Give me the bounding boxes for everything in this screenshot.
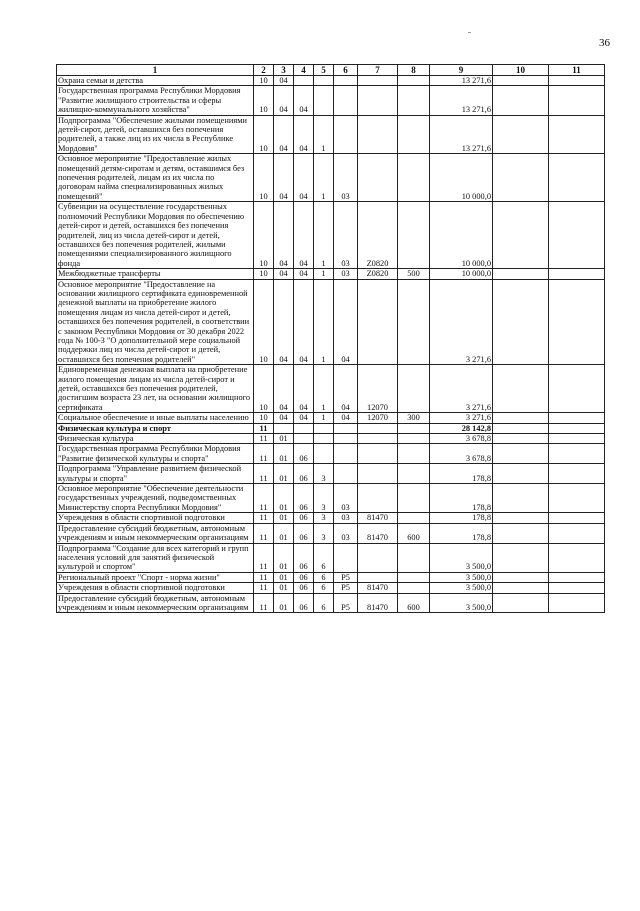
section-code-cell: 11 bbox=[254, 434, 274, 444]
table-row bbox=[57, 583, 605, 593]
measure-code-cell bbox=[334, 543, 358, 572]
row-name-cell: Подпрограмма "Создание для всех категорий и групп населения условий для занятий физической культурой и спортом" bbox=[57, 543, 254, 572]
table-header-row bbox=[57, 65, 605, 76]
subprogram-code-cell: 1 bbox=[314, 413, 334, 423]
amount-col10-cell bbox=[493, 572, 549, 582]
row-name-cell: Межбюджетные трансферты bbox=[57, 269, 254, 279]
table-row bbox=[57, 86, 605, 115]
measure-code-cell: 03 bbox=[334, 154, 358, 202]
section-code-cell: 10 bbox=[254, 154, 274, 202]
program-code-cell bbox=[294, 76, 314, 86]
measure-code-cell: P5 bbox=[334, 572, 358, 582]
expense-type-cell bbox=[398, 464, 430, 484]
subprogram-code-cell: 6 bbox=[314, 593, 334, 613]
amount-cell: 13 271,6 bbox=[430, 86, 493, 115]
table-row bbox=[57, 543, 605, 572]
table-row bbox=[57, 572, 605, 582]
subsection-code-cell: 01 bbox=[274, 484, 294, 513]
row-name-cell: Государственная программа Республики Мордовия "Развитие жилищного строительства и сферы жилищно-коммунального хозяйства" bbox=[57, 86, 254, 115]
scan-mark bbox=[468, 32, 471, 33]
amount-cell: 3 500,0 bbox=[430, 583, 493, 593]
column-header: 2 bbox=[254, 65, 274, 76]
direction-code-cell bbox=[358, 423, 398, 433]
table-row bbox=[57, 523, 605, 543]
expense-type-cell: 300 bbox=[398, 413, 430, 423]
program-code-cell: 04 bbox=[294, 202, 314, 269]
expense-type-cell bbox=[398, 423, 430, 433]
measure-code-cell: 03 bbox=[334, 269, 358, 279]
budget-table bbox=[56, 64, 605, 613]
page-number: 36 bbox=[599, 37, 610, 49]
amount-cell: 3 678,8 bbox=[430, 444, 493, 464]
section-code-cell: 11 bbox=[254, 513, 274, 523]
measure-code-cell: 03 bbox=[334, 523, 358, 543]
amount-col10-cell bbox=[493, 86, 549, 115]
table-row bbox=[57, 444, 605, 464]
program-code-cell: 06 bbox=[294, 543, 314, 572]
subprogram-code-cell bbox=[314, 86, 334, 115]
subprogram-code-cell bbox=[314, 423, 334, 433]
column-header: 6 bbox=[334, 65, 358, 76]
amount-col10-cell bbox=[493, 543, 549, 572]
amount-cell: 3 271,6 bbox=[430, 365, 493, 413]
row-name-cell: Основное мероприятие "Обеспечение деятельности государственных учреждений, подведомственных Министерству спорта Республики Мордовия" bbox=[57, 484, 254, 513]
subsection-code-cell: 01 bbox=[274, 543, 294, 572]
direction-code-cell bbox=[358, 86, 398, 115]
amount-cell: 28 142,8 bbox=[430, 423, 493, 433]
measure-code-cell: 03 bbox=[334, 484, 358, 513]
amount-col10-cell bbox=[493, 202, 549, 269]
subprogram-code-cell bbox=[314, 444, 334, 464]
program-code-cell: 06 bbox=[294, 583, 314, 593]
expense-type-cell bbox=[398, 279, 430, 365]
expense-type-cell bbox=[398, 572, 430, 582]
expense-type-cell bbox=[398, 154, 430, 202]
amount-col11-cell bbox=[549, 154, 605, 202]
measure-code-cell: 04 bbox=[334, 279, 358, 365]
column-header: 4 bbox=[294, 65, 314, 76]
amount-cell: 10 000,0 bbox=[430, 154, 493, 202]
program-code-cell: 06 bbox=[294, 513, 314, 523]
section-code-cell: 10 bbox=[254, 76, 274, 86]
amount-col10-cell bbox=[493, 444, 549, 464]
column-header: 8 bbox=[398, 65, 430, 76]
amount-col10-cell bbox=[493, 523, 549, 543]
expense-type-cell bbox=[398, 115, 430, 154]
table-row bbox=[57, 279, 605, 365]
program-code-cell: 06 bbox=[294, 572, 314, 582]
subsection-code-cell: 04 bbox=[274, 279, 294, 365]
subsection-code-cell: 04 bbox=[274, 365, 294, 413]
subprogram-code-cell: 1 bbox=[314, 365, 334, 413]
direction-code-cell: 81470 bbox=[358, 593, 398, 613]
amount-cell: 178,8 bbox=[430, 523, 493, 543]
amount-cell: 178,8 bbox=[430, 513, 493, 523]
program-code-cell: 06 bbox=[294, 444, 314, 464]
expense-type-cell bbox=[398, 86, 430, 115]
subprogram-code-cell: 1 bbox=[314, 279, 334, 365]
amount-col10-cell bbox=[493, 115, 549, 154]
direction-code-cell bbox=[358, 464, 398, 484]
expense-type-cell bbox=[398, 513, 430, 523]
row-name-cell: Социальное обеспечение и иные выплаты населению bbox=[57, 413, 254, 423]
amount-col11-cell bbox=[549, 423, 605, 433]
program-code-cell: 06 bbox=[294, 523, 314, 543]
amount-col10-cell bbox=[493, 423, 549, 433]
amount-col11-cell bbox=[549, 484, 605, 513]
amount-cell: 3 500,0 bbox=[430, 572, 493, 582]
amount-col10-cell bbox=[493, 269, 549, 279]
amount-col11-cell bbox=[549, 202, 605, 269]
amount-col10-cell bbox=[493, 484, 549, 513]
measure-code-cell: P5 bbox=[334, 583, 358, 593]
subprogram-code-cell: 3 bbox=[314, 513, 334, 523]
measure-code-cell bbox=[334, 464, 358, 484]
row-name-cell: Государственная программа Республики Мордовия "Развитие физической культуры и спорта" bbox=[57, 444, 254, 464]
amount-col11-cell bbox=[549, 269, 605, 279]
direction-code-cell: 81470 bbox=[358, 513, 398, 523]
amount-col10-cell bbox=[493, 593, 549, 613]
direction-code-cell: 12070 bbox=[358, 365, 398, 413]
program-code-cell bbox=[294, 434, 314, 444]
section-code-cell: 11 bbox=[254, 593, 274, 613]
amount-col11-cell bbox=[549, 523, 605, 543]
amount-col10-cell bbox=[493, 154, 549, 202]
direction-code-cell bbox=[358, 279, 398, 365]
expense-type-cell bbox=[398, 484, 430, 513]
amount-cell: 178,8 bbox=[430, 464, 493, 484]
subsection-code-cell: 04 bbox=[274, 115, 294, 154]
row-name-cell: Охрана семьи и детства bbox=[57, 76, 254, 86]
section-code-cell: 11 bbox=[254, 523, 274, 543]
section-code-cell: 11 bbox=[254, 464, 274, 484]
table-row bbox=[57, 76, 605, 86]
subsection-code-cell: 04 bbox=[274, 413, 294, 423]
amount-col11-cell bbox=[549, 413, 605, 423]
amount-cell: 3 271,6 bbox=[430, 279, 493, 365]
subsection-code-cell: 01 bbox=[274, 444, 294, 464]
table-row bbox=[57, 365, 605, 413]
subsection-code-cell: 04 bbox=[274, 269, 294, 279]
subsection-code-cell: 04 bbox=[274, 202, 294, 269]
subprogram-code-cell: 6 bbox=[314, 543, 334, 572]
amount-col10-cell bbox=[493, 413, 549, 423]
subsection-code-cell: 01 bbox=[274, 593, 294, 613]
row-name-cell: Основное мероприятие "Предоставление жилых помещений детям-сиротам и детям, оставшимся без попечения родителей, лицам из их числа по договорам найма специализированных жилых помещений" bbox=[57, 154, 254, 202]
section-code-cell: 11 bbox=[254, 484, 274, 513]
subsection-code-cell: 01 bbox=[274, 572, 294, 582]
direction-code-cell bbox=[358, 444, 398, 464]
amount-cell: 3 271,6 bbox=[430, 413, 493, 423]
program-code-cell: 04 bbox=[294, 413, 314, 423]
row-name-cell: Физическая культура bbox=[57, 434, 254, 444]
row-name-cell: Субвенции на осуществление государственных полномочий Республики Мордовия по обеспечению детей-сирот и детей, оставшихся без попечения родителей, лиц из числа детей-сирот и детей, оставшихся без попечения родителей, жилыми помещениями специализированного жилищного фонда bbox=[57, 202, 254, 269]
amount-cell: 3 678,8 bbox=[430, 434, 493, 444]
direction-code-cell bbox=[358, 543, 398, 572]
expense-type-cell bbox=[398, 365, 430, 413]
table-row bbox=[57, 464, 605, 484]
table-row bbox=[57, 423, 605, 433]
amount-cell: 3 500,0 bbox=[430, 593, 493, 613]
amount-col11-cell bbox=[549, 434, 605, 444]
column-header: 5 bbox=[314, 65, 334, 76]
row-name-cell: Подпрограмма "Управление развитием физической культуры и спорта" bbox=[57, 464, 254, 484]
section-code-cell: 10 bbox=[254, 279, 274, 365]
subsection-code-cell: 01 bbox=[274, 583, 294, 593]
measure-code-cell: 03 bbox=[334, 202, 358, 269]
amount-col10-cell bbox=[493, 365, 549, 413]
subsection-code-cell: 01 bbox=[274, 523, 294, 543]
column-header: 11 bbox=[549, 65, 605, 76]
amount-col11-cell bbox=[549, 365, 605, 413]
section-code-cell: 11 bbox=[254, 423, 274, 433]
amount-cell: 13 271,6 bbox=[430, 115, 493, 154]
amount-col11-cell bbox=[549, 115, 605, 154]
amount-cell: 10 000,0 bbox=[430, 202, 493, 269]
subprogram-code-cell: 1 bbox=[314, 202, 334, 269]
table-row bbox=[57, 513, 605, 523]
subprogram-code-cell: 3 bbox=[314, 523, 334, 543]
section-code-cell: 11 bbox=[254, 543, 274, 572]
column-header: 7 bbox=[358, 65, 398, 76]
amount-col10-cell bbox=[493, 464, 549, 484]
subsection-code-cell: 01 bbox=[274, 434, 294, 444]
amount-col11-cell bbox=[549, 583, 605, 593]
expense-type-cell: 600 bbox=[398, 593, 430, 613]
section-code-cell: 11 bbox=[254, 583, 274, 593]
measure-code-cell bbox=[334, 444, 358, 464]
subprogram-code-cell: 1 bbox=[314, 269, 334, 279]
program-code-cell bbox=[294, 423, 314, 433]
subprogram-code-cell: 6 bbox=[314, 572, 334, 582]
amount-col10-cell bbox=[493, 434, 549, 444]
section-code-cell: 10 bbox=[254, 269, 274, 279]
amount-col11-cell bbox=[549, 543, 605, 572]
expense-type-cell bbox=[398, 202, 430, 269]
amount-cell: 178,8 bbox=[430, 484, 493, 513]
amount-col10-cell bbox=[493, 279, 549, 365]
subprogram-code-cell: 6 bbox=[314, 583, 334, 593]
row-name-cell: Учреждения в области спортивной подготовки bbox=[57, 513, 254, 523]
measure-code-cell bbox=[334, 115, 358, 154]
direction-code-cell bbox=[358, 115, 398, 154]
section-code-cell: 10 bbox=[254, 413, 274, 423]
measure-code-cell: 03 bbox=[334, 513, 358, 523]
table-row bbox=[57, 154, 605, 202]
amount-col11-cell bbox=[549, 76, 605, 86]
amount-col11-cell bbox=[549, 464, 605, 484]
table-row bbox=[57, 413, 605, 423]
expense-type-cell bbox=[398, 583, 430, 593]
expense-type-cell bbox=[398, 434, 430, 444]
subsection-code-cell: 01 bbox=[274, 464, 294, 484]
program-code-cell: 06 bbox=[294, 593, 314, 613]
row-name-cell: Региональный проект "Спорт - норма жизни" bbox=[57, 572, 254, 582]
program-code-cell: 06 bbox=[294, 484, 314, 513]
row-name-cell: Подпрограмма "Обеспечение жилыми помещениями детей-сирот, детей, оставшихся без попечения родителей, а также лиц из их числа в Республике Мордовия" bbox=[57, 115, 254, 154]
amount-cell: 3 500,0 bbox=[430, 543, 493, 572]
row-name-cell: Основное мероприятие "Предоставление на основании жилищного сертификата единовременной денежной выплаты на приобретение жилого помещения лицам из числа детей-сирот и детей, оставшихся без попечения родителей, в соответствии с законом Республики Мордовия от 30 декабря 2022 года № 100-З "О дополнительной мере социальной поддержки лиц из числа детей-сирот и детей, оставшихся без попечения родителей" bbox=[57, 279, 254, 365]
measure-code-cell bbox=[334, 76, 358, 86]
table-row bbox=[57, 593, 605, 613]
measure-code-cell bbox=[334, 423, 358, 433]
column-header: 1 bbox=[57, 65, 254, 76]
amount-col11-cell bbox=[549, 593, 605, 613]
row-name-cell: Единовременная денежная выплата на приобретение жилого помещения лицам из числа детей-сирот и детей, оставшихся без попечения родителей, достигшим возраста 23 лет, на основании жилищного сертификата bbox=[57, 365, 254, 413]
program-code-cell: 04 bbox=[294, 86, 314, 115]
direction-code-cell: 81470 bbox=[358, 583, 398, 593]
expense-type-cell bbox=[398, 444, 430, 464]
section-code-cell: 10 bbox=[254, 86, 274, 115]
column-header: 9 bbox=[430, 65, 493, 76]
direction-code-cell bbox=[358, 434, 398, 444]
table-row bbox=[57, 434, 605, 444]
direction-code-cell bbox=[358, 76, 398, 86]
table-body bbox=[57, 65, 605, 613]
subprogram-code-cell: 3 bbox=[314, 464, 334, 484]
measure-code-cell bbox=[334, 434, 358, 444]
subsection-code-cell: 04 bbox=[274, 154, 294, 202]
section-code-cell: 10 bbox=[254, 202, 274, 269]
section-code-cell: 10 bbox=[254, 115, 274, 154]
measure-code-cell: P5 bbox=[334, 593, 358, 613]
program-code-cell: 06 bbox=[294, 464, 314, 484]
row-name-cell: Физическая культура и спорт bbox=[57, 423, 254, 433]
program-code-cell: 04 bbox=[294, 154, 314, 202]
amount-col11-cell bbox=[549, 86, 605, 115]
amount-col11-cell bbox=[549, 279, 605, 365]
amount-col11-cell bbox=[549, 572, 605, 582]
row-name-cell: Учреждения в области спортивной подготовки bbox=[57, 583, 254, 593]
section-code-cell: 11 bbox=[254, 572, 274, 582]
table-row bbox=[57, 202, 605, 269]
subsection-code-cell: 04 bbox=[274, 76, 294, 86]
measure-code-cell bbox=[334, 86, 358, 115]
subsection-code-cell bbox=[274, 423, 294, 433]
direction-code-cell bbox=[358, 572, 398, 582]
table-row bbox=[57, 115, 605, 154]
direction-code-cell: Z0820 bbox=[358, 269, 398, 279]
program-code-cell: 04 bbox=[294, 115, 314, 154]
table-row bbox=[57, 269, 605, 279]
amount-col10-cell bbox=[493, 513, 549, 523]
program-code-cell: 04 bbox=[294, 269, 314, 279]
expense-type-cell: 600 bbox=[398, 523, 430, 543]
direction-code-cell: 12070 bbox=[358, 413, 398, 423]
section-code-cell: 11 bbox=[254, 444, 274, 464]
subprogram-code-cell bbox=[314, 434, 334, 444]
table-row bbox=[57, 484, 605, 513]
subprogram-code-cell bbox=[314, 76, 334, 86]
amount-col11-cell bbox=[549, 444, 605, 464]
row-name-cell: Предоставление субсидий бюджетным, автономным учреждениям и иным некоммерческим организациям bbox=[57, 523, 254, 543]
measure-code-cell: 04 bbox=[334, 413, 358, 423]
subprogram-code-cell: 3 bbox=[314, 484, 334, 513]
program-code-cell: 04 bbox=[294, 365, 314, 413]
expense-type-cell bbox=[398, 543, 430, 572]
program-code-cell: 04 bbox=[294, 279, 314, 365]
direction-code-cell: 81470 bbox=[358, 523, 398, 543]
expense-type-cell: 500 bbox=[398, 269, 430, 279]
direction-code-cell bbox=[358, 484, 398, 513]
amount-col11-cell bbox=[549, 513, 605, 523]
column-header: 10 bbox=[493, 65, 549, 76]
section-code-cell: 10 bbox=[254, 365, 274, 413]
subsection-code-cell: 01 bbox=[274, 513, 294, 523]
direction-code-cell: Z0820 bbox=[358, 202, 398, 269]
row-name-cell: Предоставление субсидий бюджетным, автономным учреждениям и иным некоммерческим организациям bbox=[57, 593, 254, 613]
direction-code-cell bbox=[358, 154, 398, 202]
subsection-code-cell: 04 bbox=[274, 86, 294, 115]
amount-col10-cell bbox=[493, 76, 549, 86]
amount-col10-cell bbox=[493, 583, 549, 593]
column-header: 3 bbox=[274, 65, 294, 76]
amount-cell: 10 000,0 bbox=[430, 269, 493, 279]
measure-code-cell: 04 bbox=[334, 365, 358, 413]
subprogram-code-cell: 1 bbox=[314, 154, 334, 202]
amount-cell: 13 271,6 bbox=[430, 76, 493, 86]
subprogram-code-cell: 1 bbox=[314, 115, 334, 154]
expense-type-cell bbox=[398, 76, 430, 86]
